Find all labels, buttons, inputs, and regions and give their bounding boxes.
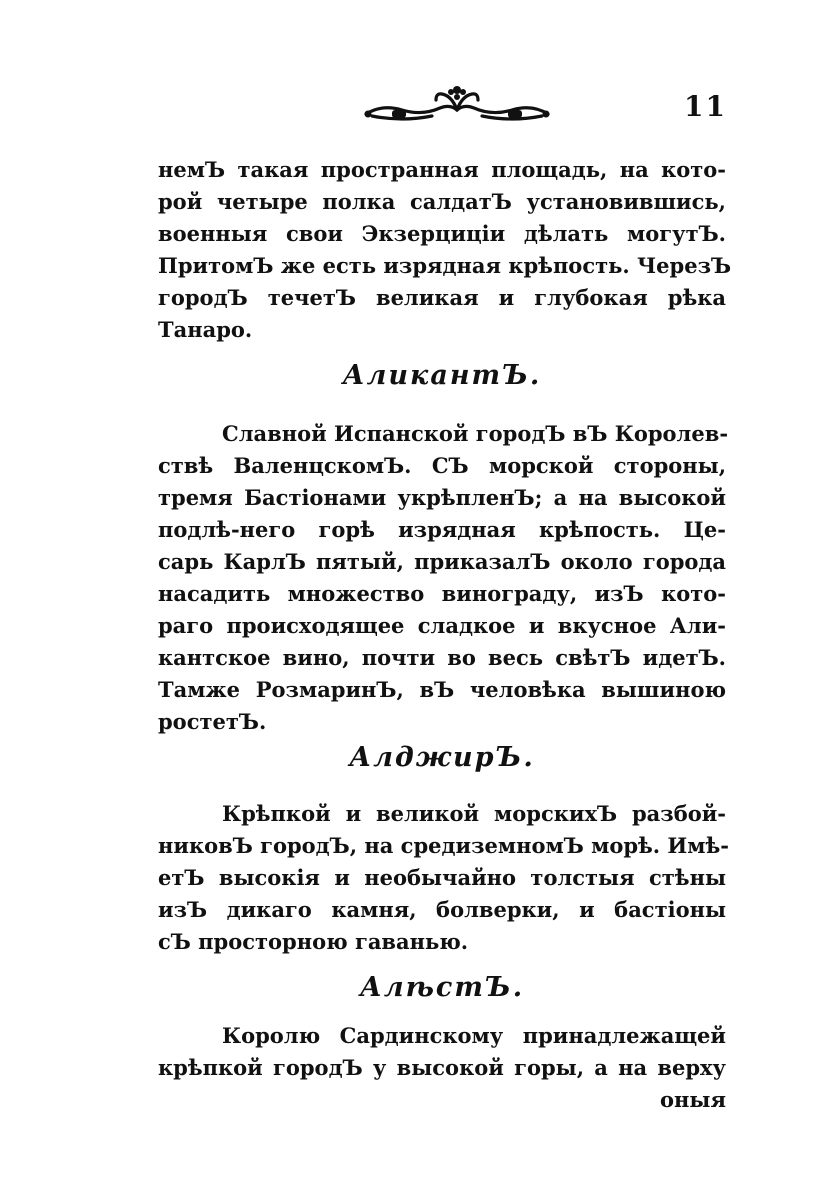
text-line: Крѣпкой и великой морскихЪ разбой- — [222, 801, 726, 826]
text-line: Славной Испанской городЪ вЪ Королев- — [222, 421, 729, 446]
text-line: рой четыре полка салдатЪ установившись, — [158, 189, 726, 214]
text-line: немЪ такая пространная площадь, на кото- — [158, 157, 726, 182]
text-line: городЪ течетЪ великая и глубокая рѣка — [158, 285, 726, 310]
entry-heading: АлѣстЪ. — [359, 972, 525, 1003]
text-line: тремя Бастіонами укрѣпленЪ; а на высокой — [158, 485, 726, 510]
text-line: военныя свои Экзерциціи дѣлать могутЪ. — [158, 221, 726, 246]
text-line: изЪ дикаго камня, болверки, и бастіоны — [158, 897, 726, 922]
paragraph-tanaro — [158, 156, 732, 348]
text-line: никовЪ городЪ, на средиземномЪ морѣ. Имѣ- — [158, 833, 729, 858]
text-line: раго происходящее сладкое и вкусное Али- — [158, 613, 726, 638]
text-line: ПритомЪ же есть изрядная крѣпость. ЧерезЪ — [158, 253, 732, 278]
text-line: сЪ просторною гаванью. — [158, 929, 469, 954]
text-line: Королю Сардинскому принадлежащей — [222, 1023, 726, 1048]
page-number: 11 — [684, 90, 727, 123]
text-line: ствѣ ВаленцскомЪ. СЪ морской стороны, — [158, 453, 726, 478]
text-line: сарь КарлЪ пятый, приказалЪ около города — [158, 549, 726, 574]
text-line: насадить множество винограду, изЪ кото- — [158, 581, 726, 606]
text-line: Танаро. — [158, 317, 253, 342]
text-line: ростетЪ. — [158, 709, 267, 734]
text-line: кантское вино, почти во весь свѣтЪ идетЪ. — [158, 645, 726, 670]
catchword-block — [158, 1086, 726, 1118]
paragraph-alicante — [158, 420, 729, 740]
text-line: етЪ высокія и необычайно толстыя стѣны — [158, 865, 726, 890]
paragraph-algiers — [158, 800, 729, 960]
paragraph-asti — [158, 1022, 726, 1086]
text-line: крѣпкой городЪ у высокой горы, а на верху — [158, 1055, 726, 1080]
decorative-headpiece — [362, 80, 552, 124]
entry-heading: АлджирЪ. — [349, 742, 535, 773]
text-line: Тамже РозмаринЪ, вЪ человѣка вышиною — [158, 677, 726, 702]
catchword: оныя — [660, 1087, 726, 1112]
entry-heading: АликантЪ. — [342, 360, 542, 391]
text-line: подлѣ-него горѣ изрядная крѣпость. Це- — [158, 517, 726, 542]
